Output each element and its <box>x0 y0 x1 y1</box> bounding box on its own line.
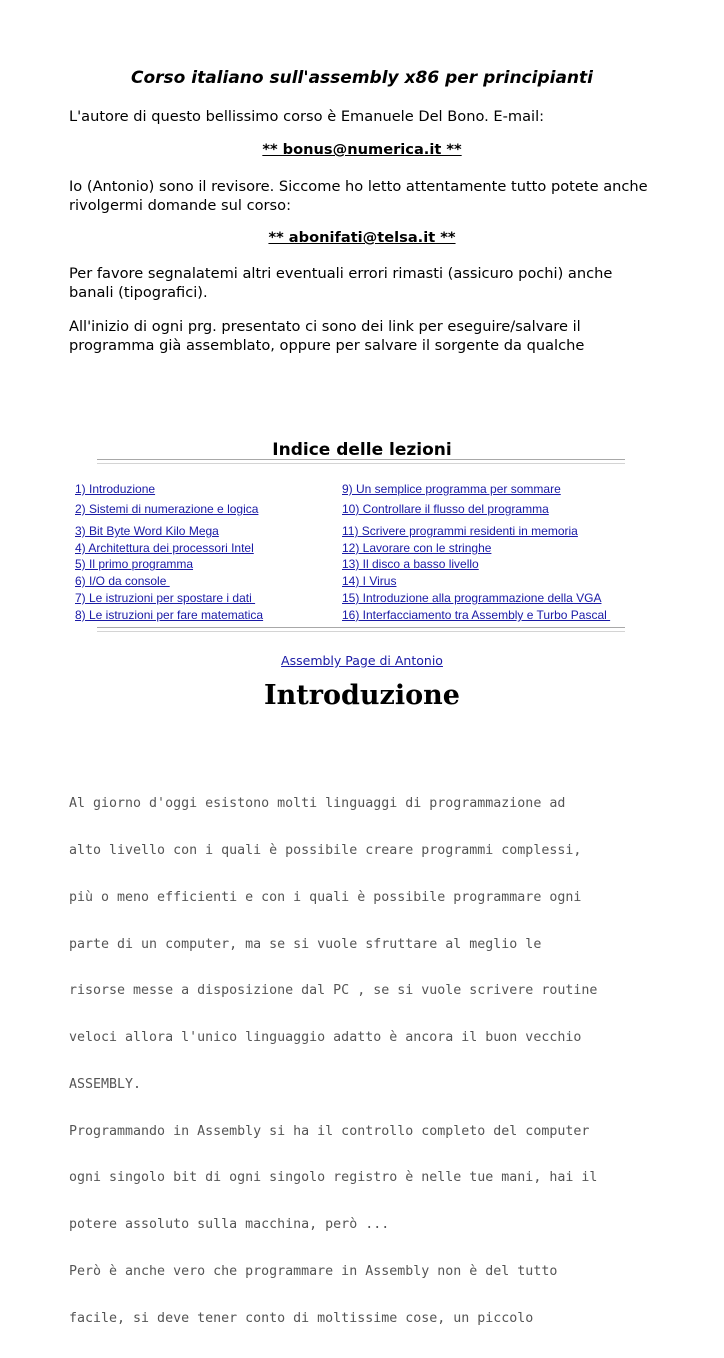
links-paragraph <box>69 317 669 355</box>
intro-line-3: più o meno efficienti e con i quali è possibile programmare ogni <box>69 889 582 905</box>
errors-paragraph <box>69 264 669 302</box>
index-top-divider <box>97 459 625 464</box>
intro-line-11: Però è anche vero che programmare in Assembly non è del tutto <box>69 1264 558 1279</box>
intro-line-6: veloci allora l'unico linguaggio adatto è ancora il buon vecchio <box>69 1030 582 1046</box>
intro-line-1: Al giorno d'oggi esistono molti linguaggi di programmazione ad <box>69 796 566 812</box>
lesson-link-6[interactable]: 6) I/O da console <box>75 574 170 588</box>
intro-line-5: risorse messe a disposizione dal PC , se si vuole scrivere routine <box>69 983 598 999</box>
author-email: ** bonus@numerica.it ** <box>262 141 462 158</box>
lesson-link-2[interactable]: 2) Sistemi di numerazione e logica <box>75 502 259 516</box>
lesson-link-13[interactable]: 13) Il disco a basso livello <box>342 557 479 571</box>
links-line-2: programma già assemblato, oppure per salvare il sorgente da qualche <box>69 337 585 354</box>
lesson-link-12[interactable]: 12) Lavorare con le stringhe <box>342 541 492 555</box>
intro-line-8: Programmando in Assembly si ha il controllo completo del computer <box>69 1123 590 1139</box>
reviser-line-1: Io (Antonio) sono il revisore. Siccome ho letto attentamente tutto potete anche <box>69 178 648 195</box>
lesson-link-15[interactable]: 15) Introduzione alla programmazione della VGA <box>342 591 602 605</box>
index-bottom-divider <box>97 627 625 632</box>
lesson-link-10[interactable]: 10) Controllare il flusso del programma <box>342 502 549 516</box>
links-line-1: All'inizio di ogni prg. presentato ci sono dei link per eseguire/salvare il <box>69 318 581 335</box>
lesson-link-11[interactable]: 11) Scrivere programmi residenti in memoria <box>342 524 578 538</box>
lesson-link-5[interactable]: 5) Il primo programma <box>75 557 194 571</box>
intro-line-9: ogni singolo bit di ogni singolo registro è nelle tue mani, hai il <box>69 1170 598 1186</box>
intro-line-7: ASSEMBLY. <box>69 1076 142 1092</box>
intro-heading: Introduzione <box>264 680 460 711</box>
intro-line-10: potere assoluto sulla macchina, però ... <box>69 1217 390 1233</box>
errors-line-1: Per favore segnalatemi altri eventuali errori rimasti (assicuro pochi) anche <box>69 265 613 282</box>
intro-line-2: alto livello con i quali è possibile creare programmi complessi, <box>69 842 582 858</box>
errors-line-2: banali (tipografici). <box>69 284 208 301</box>
lesson-link-9[interactable]: 9) Un semplice programma per sommare <box>342 482 561 496</box>
reviser-paragraph <box>69 177 669 215</box>
reviser-email: ** abonifati@telsa.it ** <box>268 229 456 246</box>
lesson-link-8[interactable]: 8) Le istruzioni per fare matematica <box>75 608 264 622</box>
course-title: Corso italiano sull'assembly x86 per principianti <box>131 68 593 88</box>
lesson-link-14[interactable]: 14) I Virus <box>342 574 397 588</box>
intro-body <box>69 765 689 1358</box>
author-paragraph <box>69 107 669 126</box>
lesson-link-1[interactable]: 1) Introduzione <box>75 482 156 496</box>
lesson-link-7[interactable]: 7) Le istruzioni per spostare i dati <box>75 591 256 605</box>
intro-line-4: parte di un computer, ma se si vuole sfruttare al meglio le <box>69 936 542 952</box>
assembly-page-link[interactable]: Assembly Page di Antonio <box>281 653 443 668</box>
lesson-link-3[interactable]: 3) Bit Byte Word Kilo Mega <box>75 524 219 538</box>
lesson-link-4[interactable]: 4) Architettura dei processori Intel <box>75 541 254 555</box>
lesson-link-16[interactable]: 16) Interfacciamento tra Assembly e Turbo Pascal <box>342 608 611 622</box>
index-title: Indice delle lezioni <box>272 440 452 460</box>
author-text: L'autore di questo bellissimo corso è Emanuele Del Bono. E-mail: <box>69 108 545 125</box>
intro-line-12: facile, si deve tener conto di moltissime cose, un piccolo <box>69 1310 534 1326</box>
reviser-line-2: rivolgermi domande sul corso: <box>69 197 291 214</box>
